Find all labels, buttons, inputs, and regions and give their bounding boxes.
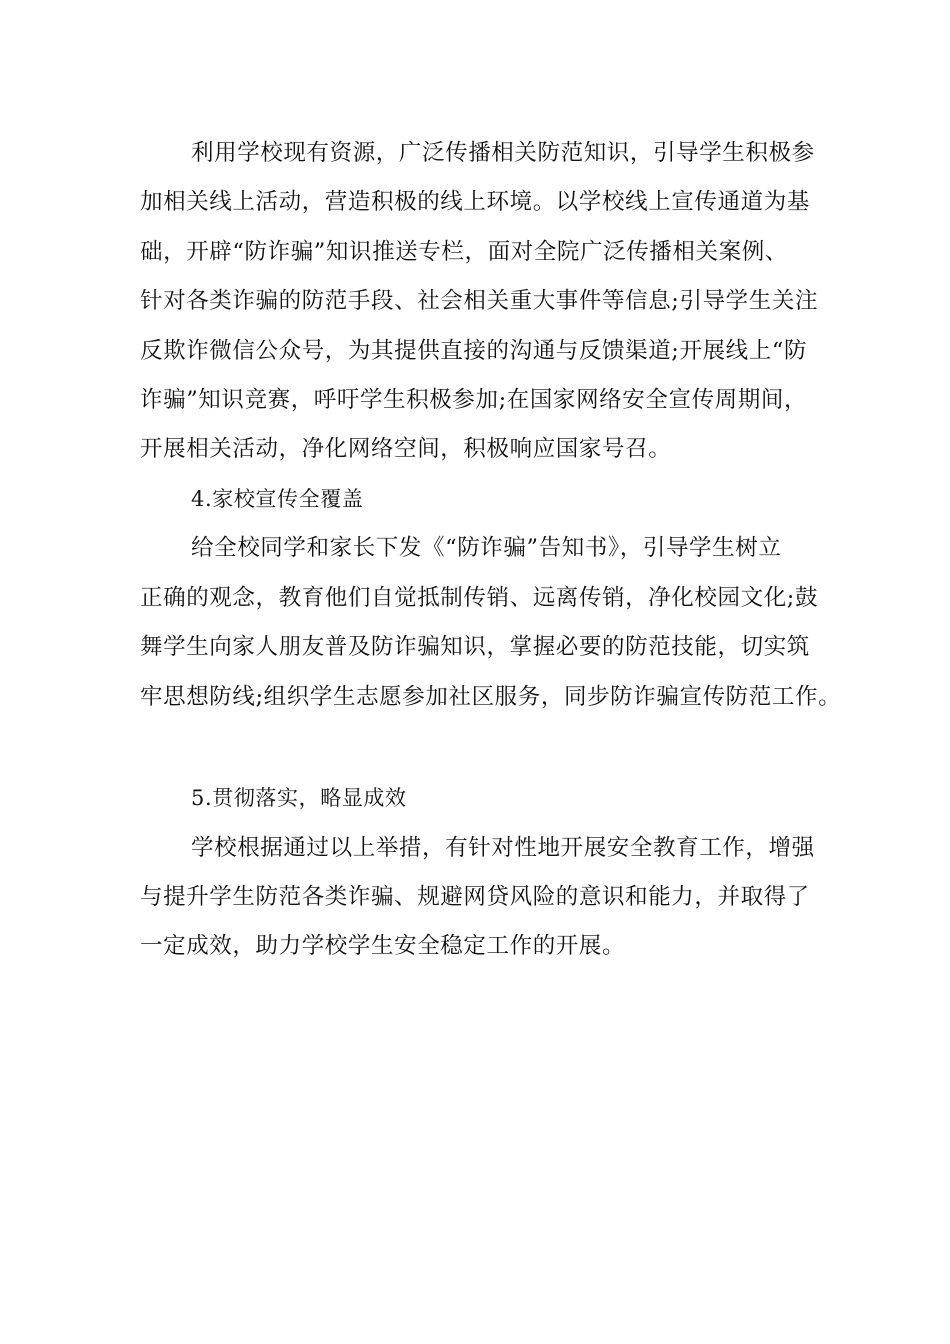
paragraph-3-line-3: 一定成效，助力学校学生安全稳定工作的开展。	[140, 933, 626, 959]
section-heading-5: 5.贯彻落实，略显成效	[191, 786, 407, 810]
paragraph-2-line-3: 舞学生向家人朋友普及防诈骗知识，掌握必要的防范技能，切实筑	[140, 634, 810, 660]
paragraph-1-line-3: 础，开辟“防诈骗”知识推送专栏，面对全院广泛传播相关案例、	[140, 239, 788, 265]
section-heading-4: 4.家校宣传全覆盖	[191, 487, 364, 511]
paragraph-2-line-1: 给全校同学和家长下发《“防诈骗”告知书》，引导学生树立	[191, 535, 782, 561]
paragraph-3-line-2: 与提升学生防范各类诈骗、规避网贷风险的意识和能力，并取得了	[140, 884, 810, 910]
paragraph-1-line-5: 反欺诈微信公众号，为其提供直接的沟通与反馈渠道;开展线上“防	[140, 338, 808, 364]
paragraph-3-line-1: 学校根据通过以上举措，有针对性地开展安全教育工作，增强	[191, 835, 815, 861]
paragraph-1-line-2: 加相关线上活动，营造积极的线上环境。以学校线上宣传通道为基	[140, 189, 810, 215]
paragraph-1-line-6: 诈骗”知识竞赛，呼吁学生积极参加;在国家网络安全宣传周期间，	[140, 387, 808, 413]
paragraph-2-line-2: 正确的观念，教育他们自觉抵制传销、远离传销，净化校园文化;鼓	[140, 585, 819, 611]
paragraph-2-line-4: 牢思想防线;组织学生志愿参加社区服务，同步防诈骗宣传防范工作。	[140, 684, 842, 710]
paragraph-1-line-7: 开展相关活动，净化网络空间，积极响应国家号召。	[140, 436, 672, 462]
paragraph-1-line-4: 针对各类诈骗的防范手段、社会相关重大事件等信息;引导学生关注	[140, 288, 819, 314]
paragraph-1-line-1: 利用学校现有资源，广泛传播相关防范知识，引导学生积极参	[191, 140, 815, 166]
